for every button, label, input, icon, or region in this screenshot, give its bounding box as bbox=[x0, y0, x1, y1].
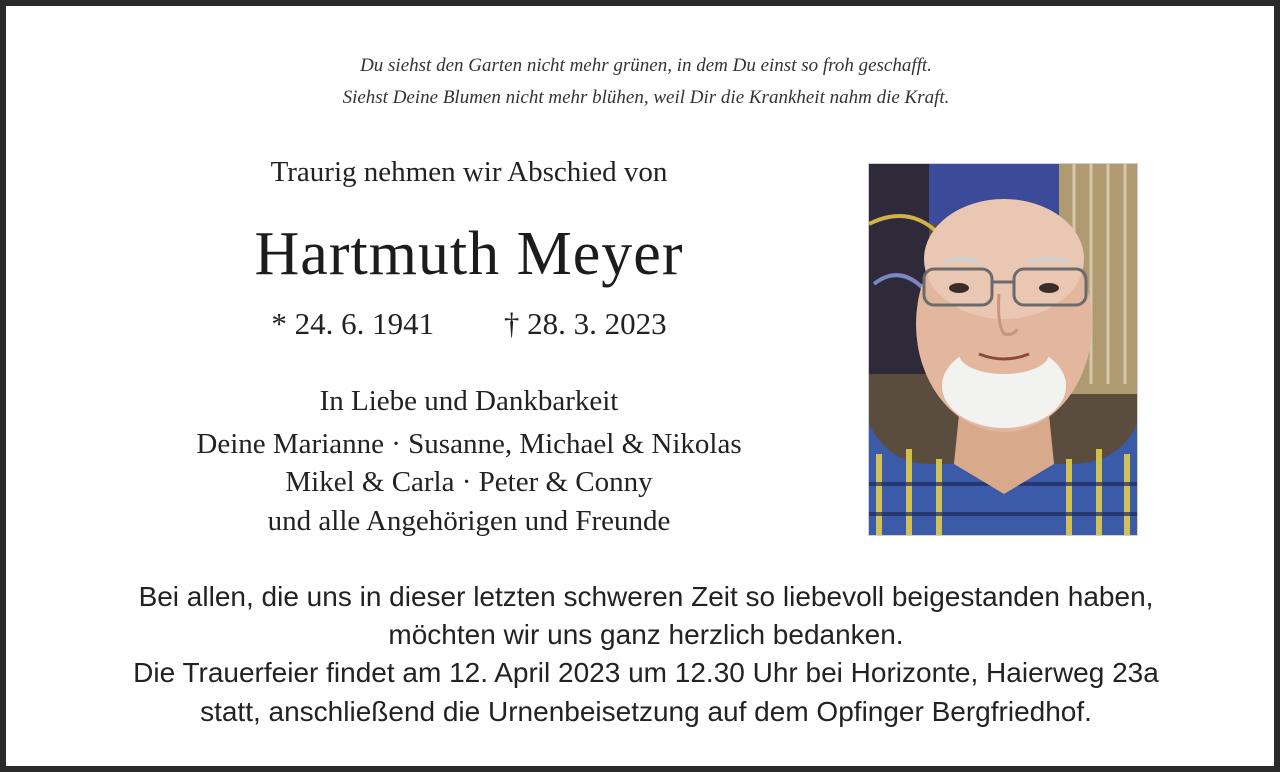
intro-text: Traurig nehmen wir Abschied von bbox=[270, 156, 668, 188]
deceased-name: Hartmuth Meyer bbox=[254, 220, 684, 288]
birth-date: * 24. 6. 1941 bbox=[271, 306, 435, 341]
service-line-2: statt, anschließend die Urnenbeisetzung auf dem Opfinger Bergfriedhof. bbox=[200, 696, 1092, 727]
death-date: † 28. 3. 2023 bbox=[503, 306, 667, 341]
family-line-4: und alle Angehörigen und Freunde bbox=[267, 505, 671, 537]
family-line-2: Deine Marianne · Susanne, Michael & Nikolas bbox=[196, 428, 742, 460]
service-line-1: Die Trauerfeier findet am 12. April 2023 um 12.30 Uhr bei Horizonte, Haierweg 23a bbox=[133, 657, 1159, 688]
portrait-illustration bbox=[869, 164, 1137, 535]
portrait-photo bbox=[868, 163, 1138, 536]
life-dates bbox=[119, 304, 819, 344]
thanks-line-2: möchten wir uns ganz herzlich bedanken. bbox=[388, 619, 904, 650]
family-line-3: Mikel & Carla · Peter & Conny bbox=[285, 466, 653, 498]
verse-line-1: Du siehst den Garten nicht mehr grünen, in dem Du einst so froh geschafft. bbox=[360, 55, 932, 76]
thanks-line-1: Bei allen, die uns in dieser letzten schweren Zeit so liebevoll beigestanden haben, bbox=[138, 581, 1154, 612]
verse-line-2: Siehst Deine Blumen nicht mehr blühen, weil Dir die Krankheit nahm die Kraft. bbox=[342, 87, 950, 108]
family-line-1: In Liebe und Dankbarkeit bbox=[319, 385, 619, 417]
